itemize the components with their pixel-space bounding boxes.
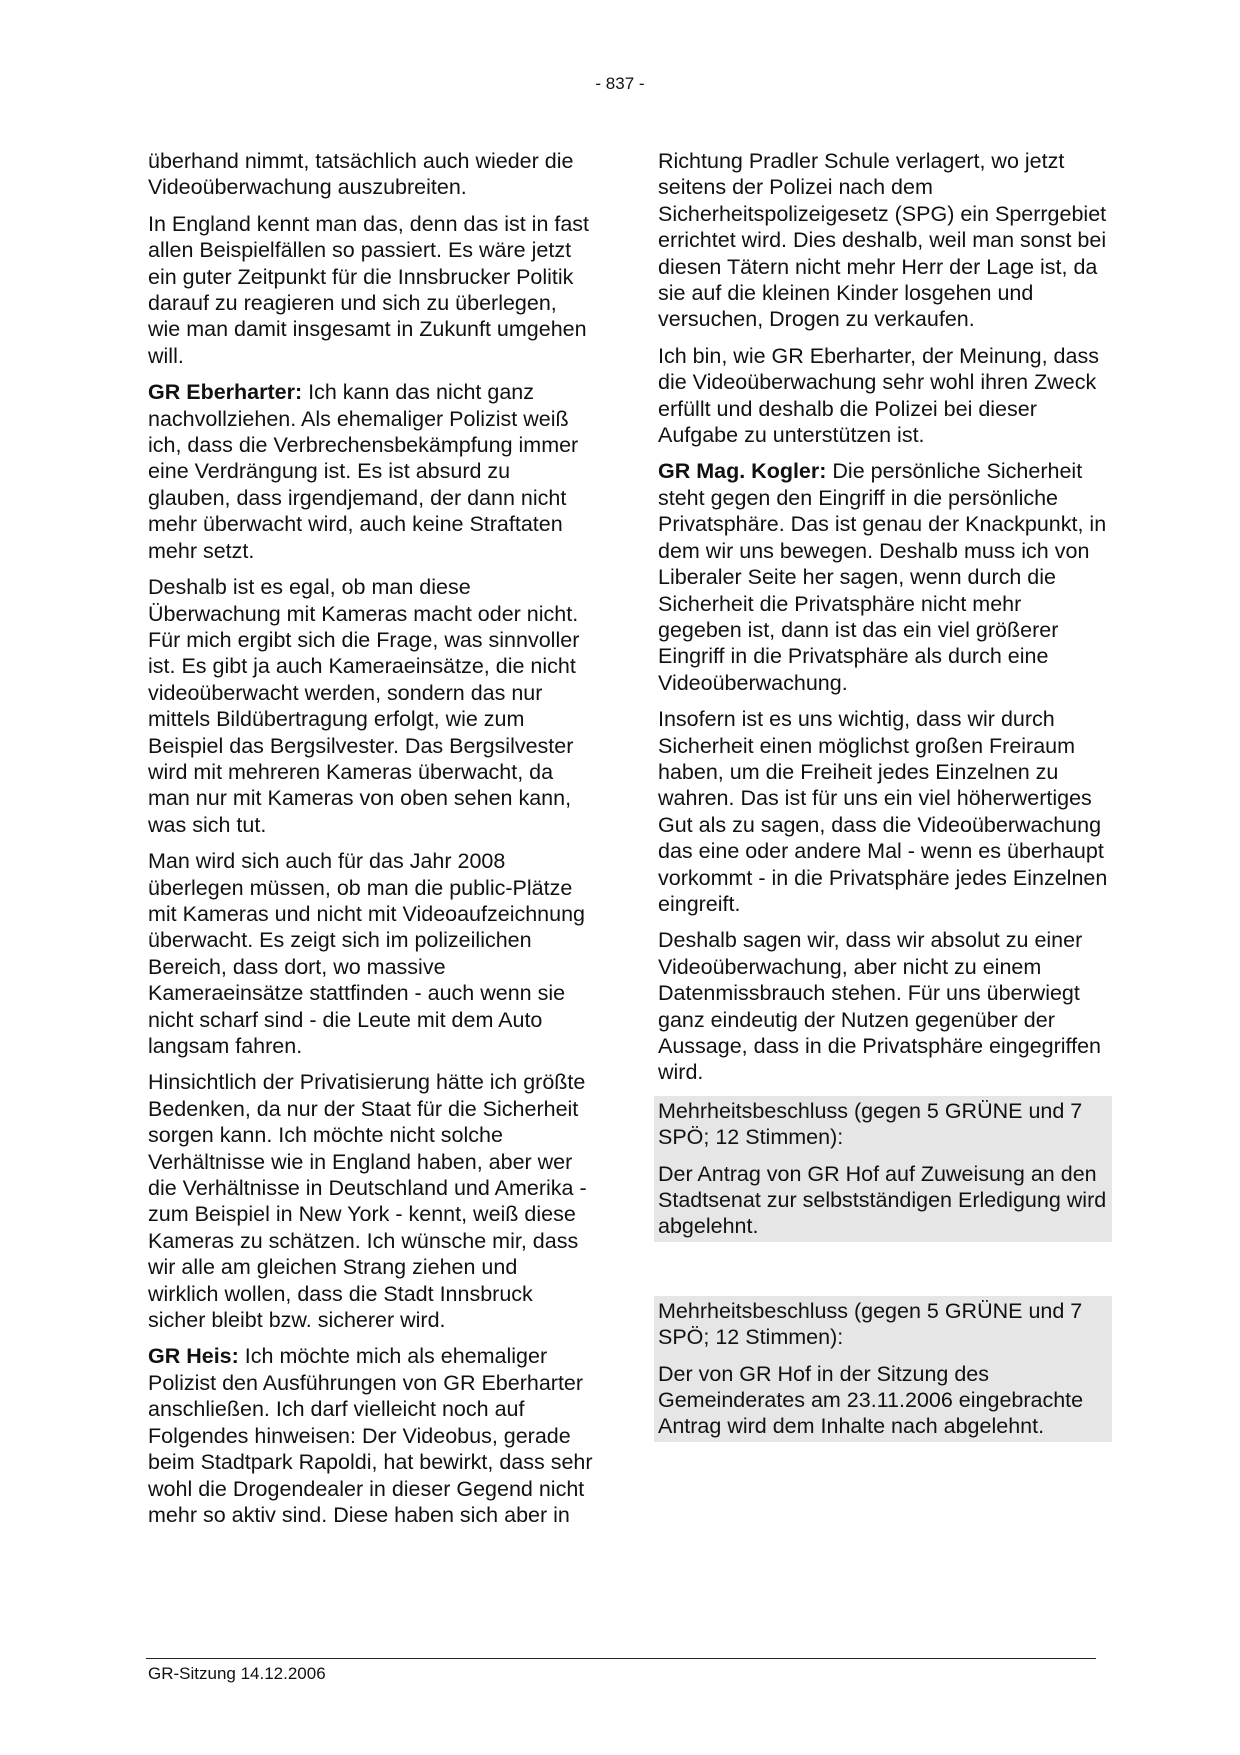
- vote-result: Mehrheitsbeschluss (gegen 5 GRÜNE und 7 SPÖ; 12 Stimmen):: [658, 1298, 1083, 1350]
- paragraph: Deshalb sagen wir, dass wir absolut zu einer Videoüberwachung, aber nicht zu einem Datenmissbrauch stehen. Für uns überwiegt ganz eindeutig der Nutzen gegenüber der Aussage, dass in die Privatsphäre eingegriffen wird.: [658, 928, 1102, 1085]
- paragraph: Insofern ist es uns wichtig, dass wir durch Sicherheit einen möglichst großen Freiraum haben, um die Freiheit jedes Einzelnen zu wahren. Das ist für uns ein viel höherwertiges Gut als zu sagen, dass die Videoüberwachung das eine oder andere Mal - wenn es überhaupt vorkommt - in die Privatsphäre jedes Einzelnen eingreift.: [658, 707, 1108, 916]
- speaker-name: GR Eberharter:: [148, 380, 303, 405]
- footer-text: GR-Sitzung 14.12.2006: [148, 1664, 326, 1683]
- speech-heis: [148, 1343, 593, 1528]
- speech-text: Ich möchte mich als ehemaliger Polizist den Ausführungen von GR Eberharter anschließen. Ich darf vielleicht noch auf Folgendes hinweisen: Der Videobus, gerade beim Stadtpark Rapoldi, hat bewirkt, dass sehr wohl die Drogendealer in dieser Gegend nicht mehr so aktiv sind. Diese haben sich aber in: [148, 1344, 593, 1527]
- spacer: [658, 1242, 1108, 1296]
- left-column: [148, 148, 593, 1538]
- decision-box-2: [654, 1296, 1112, 1442]
- footer-rule: [146, 1658, 1096, 1659]
- page-number: - 837 -: [595, 74, 645, 93]
- paragraph: In England kennt man das, denn das ist in fast allen Beispielfällen so passiert. Es wäre jetzt ein guter Zeitpunkt für die Innsbrucker Politik darauf zu reagieren und sich zu überlegen, wie man damit insgesamt in Zukunft umgehen will.: [148, 211, 590, 368]
- paragraph: überhand nimmt, tatsächlich auch wieder die Videoüberwachung auszubreiten.: [148, 149, 574, 200]
- speaker-name: GR Heis:: [148, 1344, 239, 1369]
- speech-eberharter: [148, 379, 593, 564]
- vote-result: Mehrheitsbeschluss (gegen 5 GRÜNE und 7 SPÖ; 12 Stimmen):: [658, 1098, 1083, 1150]
- paragraph: Hinsichtlich der Privatisierung hätte ich größte Bedenken, da nur der Staat für die Sicherheit sorgen kann. Ich möchte nicht solche Verhältnisse wie in England haben, aber wer die Verhältnisse in Deutschland und Amerika - zum Beispiel in New York - kennt, weiß diese Kameras zu schätzen. Ich wünsche mir, dass wir alle am gleichen Strang ziehen und wirklich wollen, dass die Stadt Innsbruck sicher bleibt bzw. sicherer wird.: [148, 1070, 587, 1333]
- decision-box-1: [654, 1096, 1112, 1242]
- paragraph: Man wird sich auch für das Jahr 2008 überlegen müssen, ob man die public-Plätze mit Kameras und nicht mit Videoaufzeichnung überwacht. Es zeigt sich im polizeilichen Bereich, dass dort, wo massive Kameraeinsätze stattfinden - auch wenn sie nicht scharf sind - die Leute mit dem Auto langsam fahren.: [148, 849, 586, 1058]
- decision-text: Der von GR Hof in der Sitzung des Gemeinderates am 23.11.2006 eingebrachte Antrag wird dem Inhalte nach abgelehnt.: [658, 1361, 1084, 1439]
- speech-kogler: [658, 458, 1108, 696]
- speech-text: Die persönliche Sicherheit steht gegen den Eingriff in die persönliche Privatsphäre. Das ist genau der Knackpunkt, in dem wir uns bewegen. Deshalb muss ich von Liberaler Seite her sagen, wenn durch die Sicherheit die Privatsphäre nicht mehr gegeben ist, dann ist das ein viel größerer Eingriff in die Privatsphäre als durch eine Videoüberwachung.: [658, 459, 1107, 695]
- right-column: [658, 148, 1108, 1442]
- paragraph: Deshalb ist es egal, ob man diese Überwachung mit Kameras macht oder nicht. Für mich ergibt sich die Frage, was sinnvoller ist. Es gibt ja auch Kameraeinsätze, die nicht videoüberwacht werden, sondern das nur mittels Bildübertragung erfolgt, wie zum Beispiel das Bergsilvester. Das Bergsilvester wird mit mehreren Kameras überwacht, da man nur mit Kameras von oben sehen kann, was sich tut.: [148, 575, 580, 837]
- paragraph: Richtung Pradler Schule verlagert, wo jetzt seitens der Polizei nach dem Sicherheitspolizeigesetz (SPG) ein Sperrgebiet errichtet wird. Dies deshalb, weil man sonst bei diesen Tätern nicht mehr Herr der Lage ist, da sie auf die kleinen Kinder losgehen und versuchen, Drogen zu verkaufen.: [658, 149, 1107, 332]
- paragraph: Ich bin, wie GR Eberharter, der Meinung, dass die Videoüberwachung sehr wohl ihren Zweck erfüllt und deshalb die Polizei bei dieser Aufgabe zu unterstützen ist.: [658, 343, 1099, 448]
- decision-text: Der Antrag von GR Hof auf Zuweisung an den Stadtsenat zur selbstständigen Erledigung wird abgelehnt.: [658, 1161, 1107, 1239]
- speech-text: Ich kann das nicht ganz nachvollziehen. Als ehemaliger Polizist weiß ich, dass die Verbrechensbekämpfung immer eine Verdrängung ist. Es ist absurd zu glauben, dass irgendjemand, der dann nicht mehr überwacht wird, auch keine Straftaten mehr setzt.: [148, 380, 579, 563]
- speaker-name: GR Mag. Kogler:: [658, 459, 827, 484]
